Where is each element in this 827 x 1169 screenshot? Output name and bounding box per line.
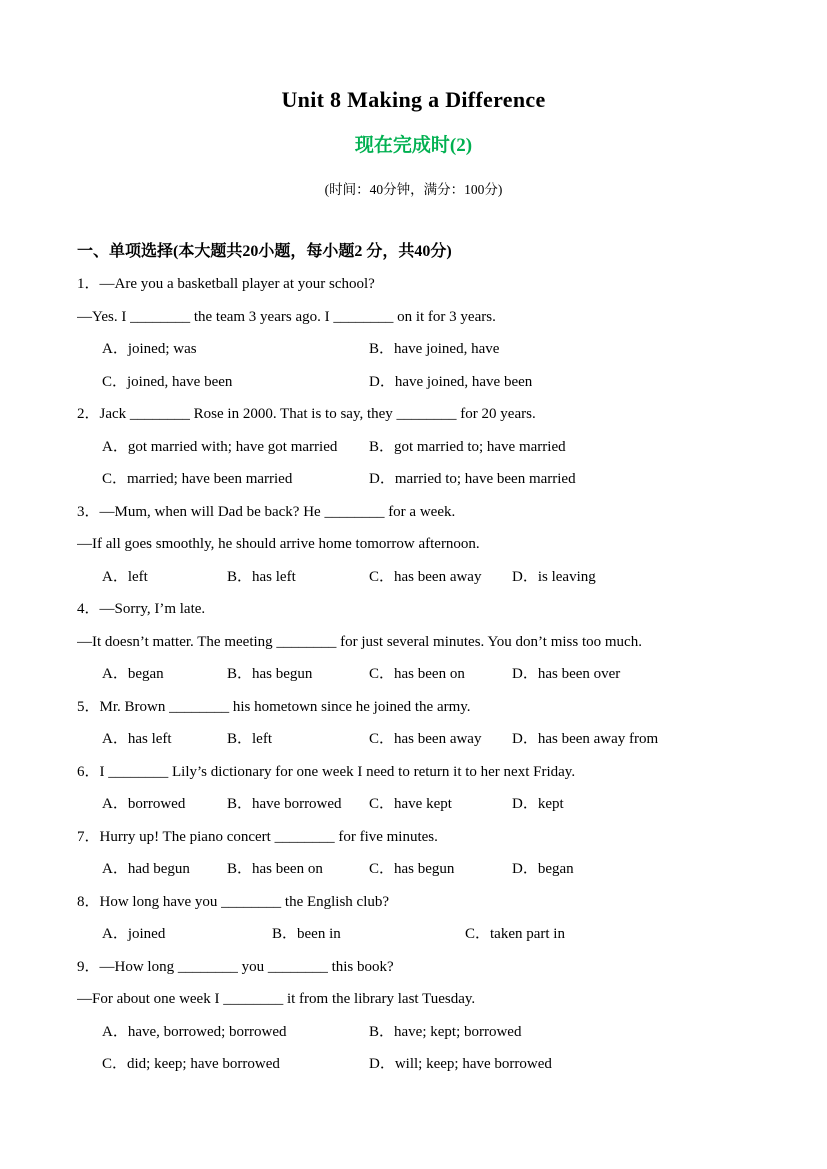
document-title: Unit 8 Making a Difference	[281, 87, 546, 112]
section-heading: 一、单项选择(本大题共20小题，每小题2 分，共40分)	[77, 242, 452, 260]
question-line: 1．—Are you a basketball player at your school?	[77, 276, 375, 293]
option-row	[77, 1048, 750, 1081]
option-cell: A．has left	[102, 731, 172, 748]
option-row	[77, 431, 750, 464]
question-line: —For about one week I ________ it from the library last Tuesday.	[77, 991, 476, 1008]
question-line: —If all goes smoothly, he should arrive home tomorrow afternoon.	[77, 536, 480, 553]
option-cell: D．kept	[512, 796, 564, 813]
option-cell: D．began	[512, 861, 574, 878]
option-row	[77, 723, 750, 756]
option-cell: D．married to; have been married	[369, 471, 576, 488]
option-cell: D．is leaving	[512, 568, 596, 585]
question-block	[77, 756, 750, 821]
option-cell: B．have; kept; borrowed	[369, 1023, 522, 1040]
option-cell: B．have borrowed	[227, 796, 342, 813]
question-line: 4．—Sorry, I’m late.	[77, 601, 206, 618]
option-cell: D．has been away from	[512, 731, 659, 748]
option-cell: A．got married with; have got married	[102, 438, 338, 455]
option-row	[77, 561, 750, 594]
option-cell: C．did; keep; have borrowed	[102, 1056, 280, 1073]
option-cell: C．taken part in	[465, 926, 565, 943]
option-cell: B．have joined, have	[369, 341, 500, 358]
option-row	[77, 366, 750, 399]
question-block	[77, 821, 750, 886]
time-score-line: (时间：40分钟，满分：100分)	[324, 182, 503, 198]
question-block	[77, 593, 750, 691]
option-row	[77, 1016, 750, 1049]
option-cell: C．has been on	[369, 666, 465, 683]
option-row	[77, 918, 750, 951]
question-line: 8．How long have you ________ the English club?	[77, 893, 390, 910]
question-block	[77, 886, 750, 951]
question-block	[77, 398, 750, 496]
option-cell: B．been in	[272, 926, 341, 943]
option-cell: A．began	[102, 666, 164, 683]
option-cell: B．has been on	[227, 861, 323, 878]
question-block	[77, 691, 750, 756]
question-list	[77, 268, 750, 1081]
option-cell: C．has begun	[369, 861, 455, 878]
question-line: 5．Mr. Brown ________ his hometown since he joined the army.	[77, 698, 471, 715]
question-block	[77, 951, 750, 1081]
option-cell: A．joined; was	[102, 341, 197, 358]
option-cell: D．will; keep; have borrowed	[369, 1056, 552, 1073]
option-cell: C．joined, have been	[102, 373, 233, 390]
option-cell: A．joined	[102, 926, 166, 943]
question-block	[77, 268, 750, 398]
option-cell: B．has left	[227, 568, 296, 585]
question-line: —Yes. I ________ the team 3 years ago. I ________ on it for 3 years.	[77, 308, 496, 325]
option-cell: A．have, borrowed; borrowed	[102, 1023, 287, 1040]
question-line: 3．—Mum, when will Dad be back? He ________ for a week.	[77, 503, 456, 520]
option-cell: D．have joined, have been	[369, 373, 533, 390]
question-line: 9．—How long ________ you ________ this book?	[77, 958, 394, 975]
option-cell: D．has been over	[512, 666, 621, 683]
question-line: 6．I ________ Lily’s dictionary for one week I need to return it to her next Friday.	[77, 763, 576, 780]
option-cell: C．has been away	[369, 731, 482, 748]
question-line: 2．Jack ________ Rose in 2000. That is to say, they ________ for 20 years.	[77, 406, 536, 423]
option-cell: A．left	[102, 568, 148, 585]
option-cell: A．borrowed	[102, 796, 186, 813]
option-row	[77, 853, 750, 886]
question-line: —It doesn’t matter. The meeting ________ for just several minutes. You don’t miss too much.	[77, 633, 642, 650]
document-subtitle: 现在完成时(2)	[354, 135, 473, 157]
option-cell: B．left	[227, 731, 272, 748]
option-cell: C．has been away	[369, 568, 482, 585]
option-cell: B．got married to; have married	[369, 438, 566, 455]
option-cell: B．has begun	[227, 666, 313, 683]
question-block	[77, 496, 750, 594]
option-cell: C．have kept	[369, 796, 452, 813]
option-row	[77, 333, 750, 366]
option-cell: A．had begun	[102, 861, 190, 878]
question-line: 7．Hurry up! The piano concert ________ for five minutes.	[77, 828, 438, 845]
option-row	[77, 658, 750, 691]
option-cell: C．married; have been married	[102, 471, 293, 488]
option-row	[77, 788, 750, 821]
option-row	[77, 463, 750, 496]
